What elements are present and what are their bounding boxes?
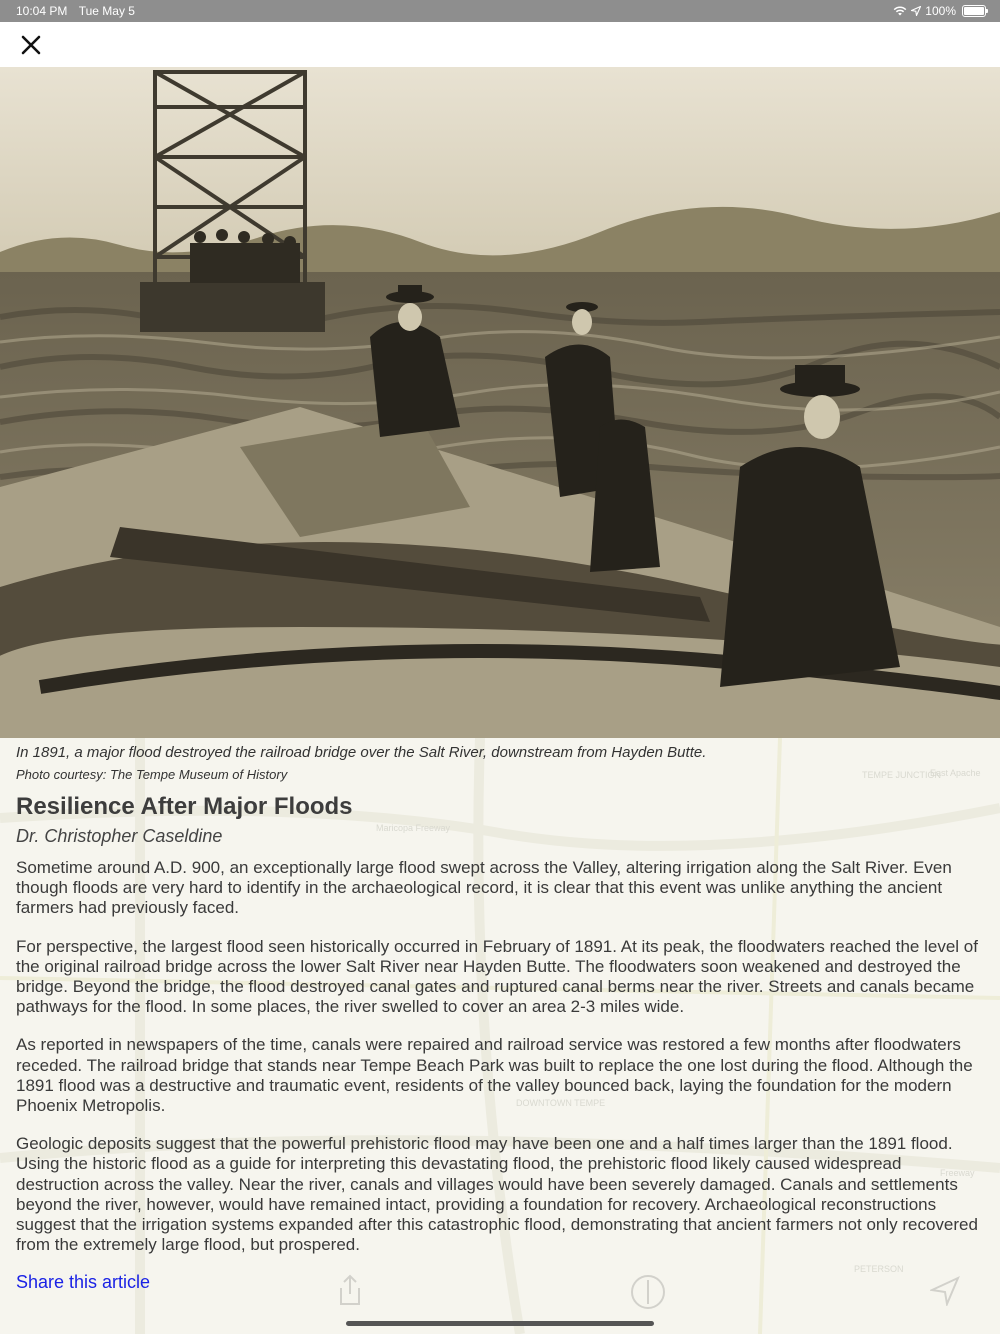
article-author: Dr. Christopher Caseldine (16, 826, 223, 846)
battery-percent: 100% (925, 4, 956, 18)
status-right (893, 4, 986, 18)
map-label-tempe-junction: TEMPE JUNCTION (862, 770, 942, 780)
article-paragraph: Geologic deposits suggest that the powerful prehistoric flood may have been one and a half times larger than the 1891 flood. Using the historic flood as a guide for interpreting this devastating flood, the prehistoric flood likely caused widespread destruction across the valley. Near the river, canals and villages would have been severely damaged. Canals and settlements beyond the river, however, would have remained intact, providing a foundation for recovery. Archaeological reconstructions suggest that the irrigation systems expanded after this catastrophic flood, demonstrating that ancient farmers not only recovered from the extremely large flood, but prospered. (16, 1134, 978, 1255)
map-label-downtown-tempe: DOWNTOWN TEMPE (516, 1098, 606, 1108)
article-title: Resilience After Major Floods (16, 793, 353, 820)
top-bar (0, 22, 1000, 68)
status-date: Tue May 5 (78, 4, 135, 18)
battery-icon (962, 5, 986, 17)
article-paragraph: As reported in newspapers of the time, canals were repaired and railroad service was restored a few months after floodwaters receded. The railroad bridge that stands near Tempe Beach Park was built to replace the one lost during the flood. Although the 1891 flood was a destructive and traumatic event, residents of the valley bounced back, laying the foundation for the modern Phoenix Metropolis. (16, 1035, 973, 1116)
article-paragraph: Sometime around A.D. 900, an exceptionally large flood swept across the Valley, altering irrigation along the Salt River. Even though floods are very hard to identify in the archaeological record, it is clear that this event was unlike anything the ancient farmers had previously faced. (16, 858, 952, 918)
map-label-east-apache: East Apache (930, 768, 981, 778)
location-arrow-icon (911, 6, 921, 16)
photo-illustration (0, 67, 1000, 738)
status-left (16, 4, 135, 18)
article-body (16, 858, 988, 1255)
photo-caption: In 1891, a major flood destroyed the railroad bridge over the Salt River, downstream from Hayden Butte. (16, 744, 707, 761)
wifi-icon (893, 6, 907, 16)
home-indicator[interactable] (346, 1321, 654, 1326)
share-article-link[interactable]: Share this article (16, 1272, 151, 1293)
status-time: 10:04 PM (16, 4, 68, 18)
map-label-peterson: PETERSON (854, 1264, 904, 1274)
historic-flood-photo (0, 67, 1000, 738)
status-bar (0, 0, 1000, 22)
article (16, 738, 988, 1293)
article-paragraph: For perspective, the largest flood seen historically occurred in February of 1891. At its peak, the floodwaters reached the level of the original railroad bridge across the lower Salt River near Hayden Butte. The floodwaters soon weakened and destroyed the bridge. Beyond the bridge, the flood destroyed canal gates and ruptured canal berms near the river. Streets and canals became pathways for the flood. In some places, the river swelled to cover an area 2-3 miles wide. (16, 936, 978, 1017)
map-label-freeway: Freeway (940, 1168, 975, 1178)
map-label-maricopa-freeway: Maricopa Freeway (376, 823, 451, 833)
photo-credit: Photo courtesy: The Tempe Museum of History (16, 767, 288, 782)
close-icon[interactable] (18, 32, 44, 58)
